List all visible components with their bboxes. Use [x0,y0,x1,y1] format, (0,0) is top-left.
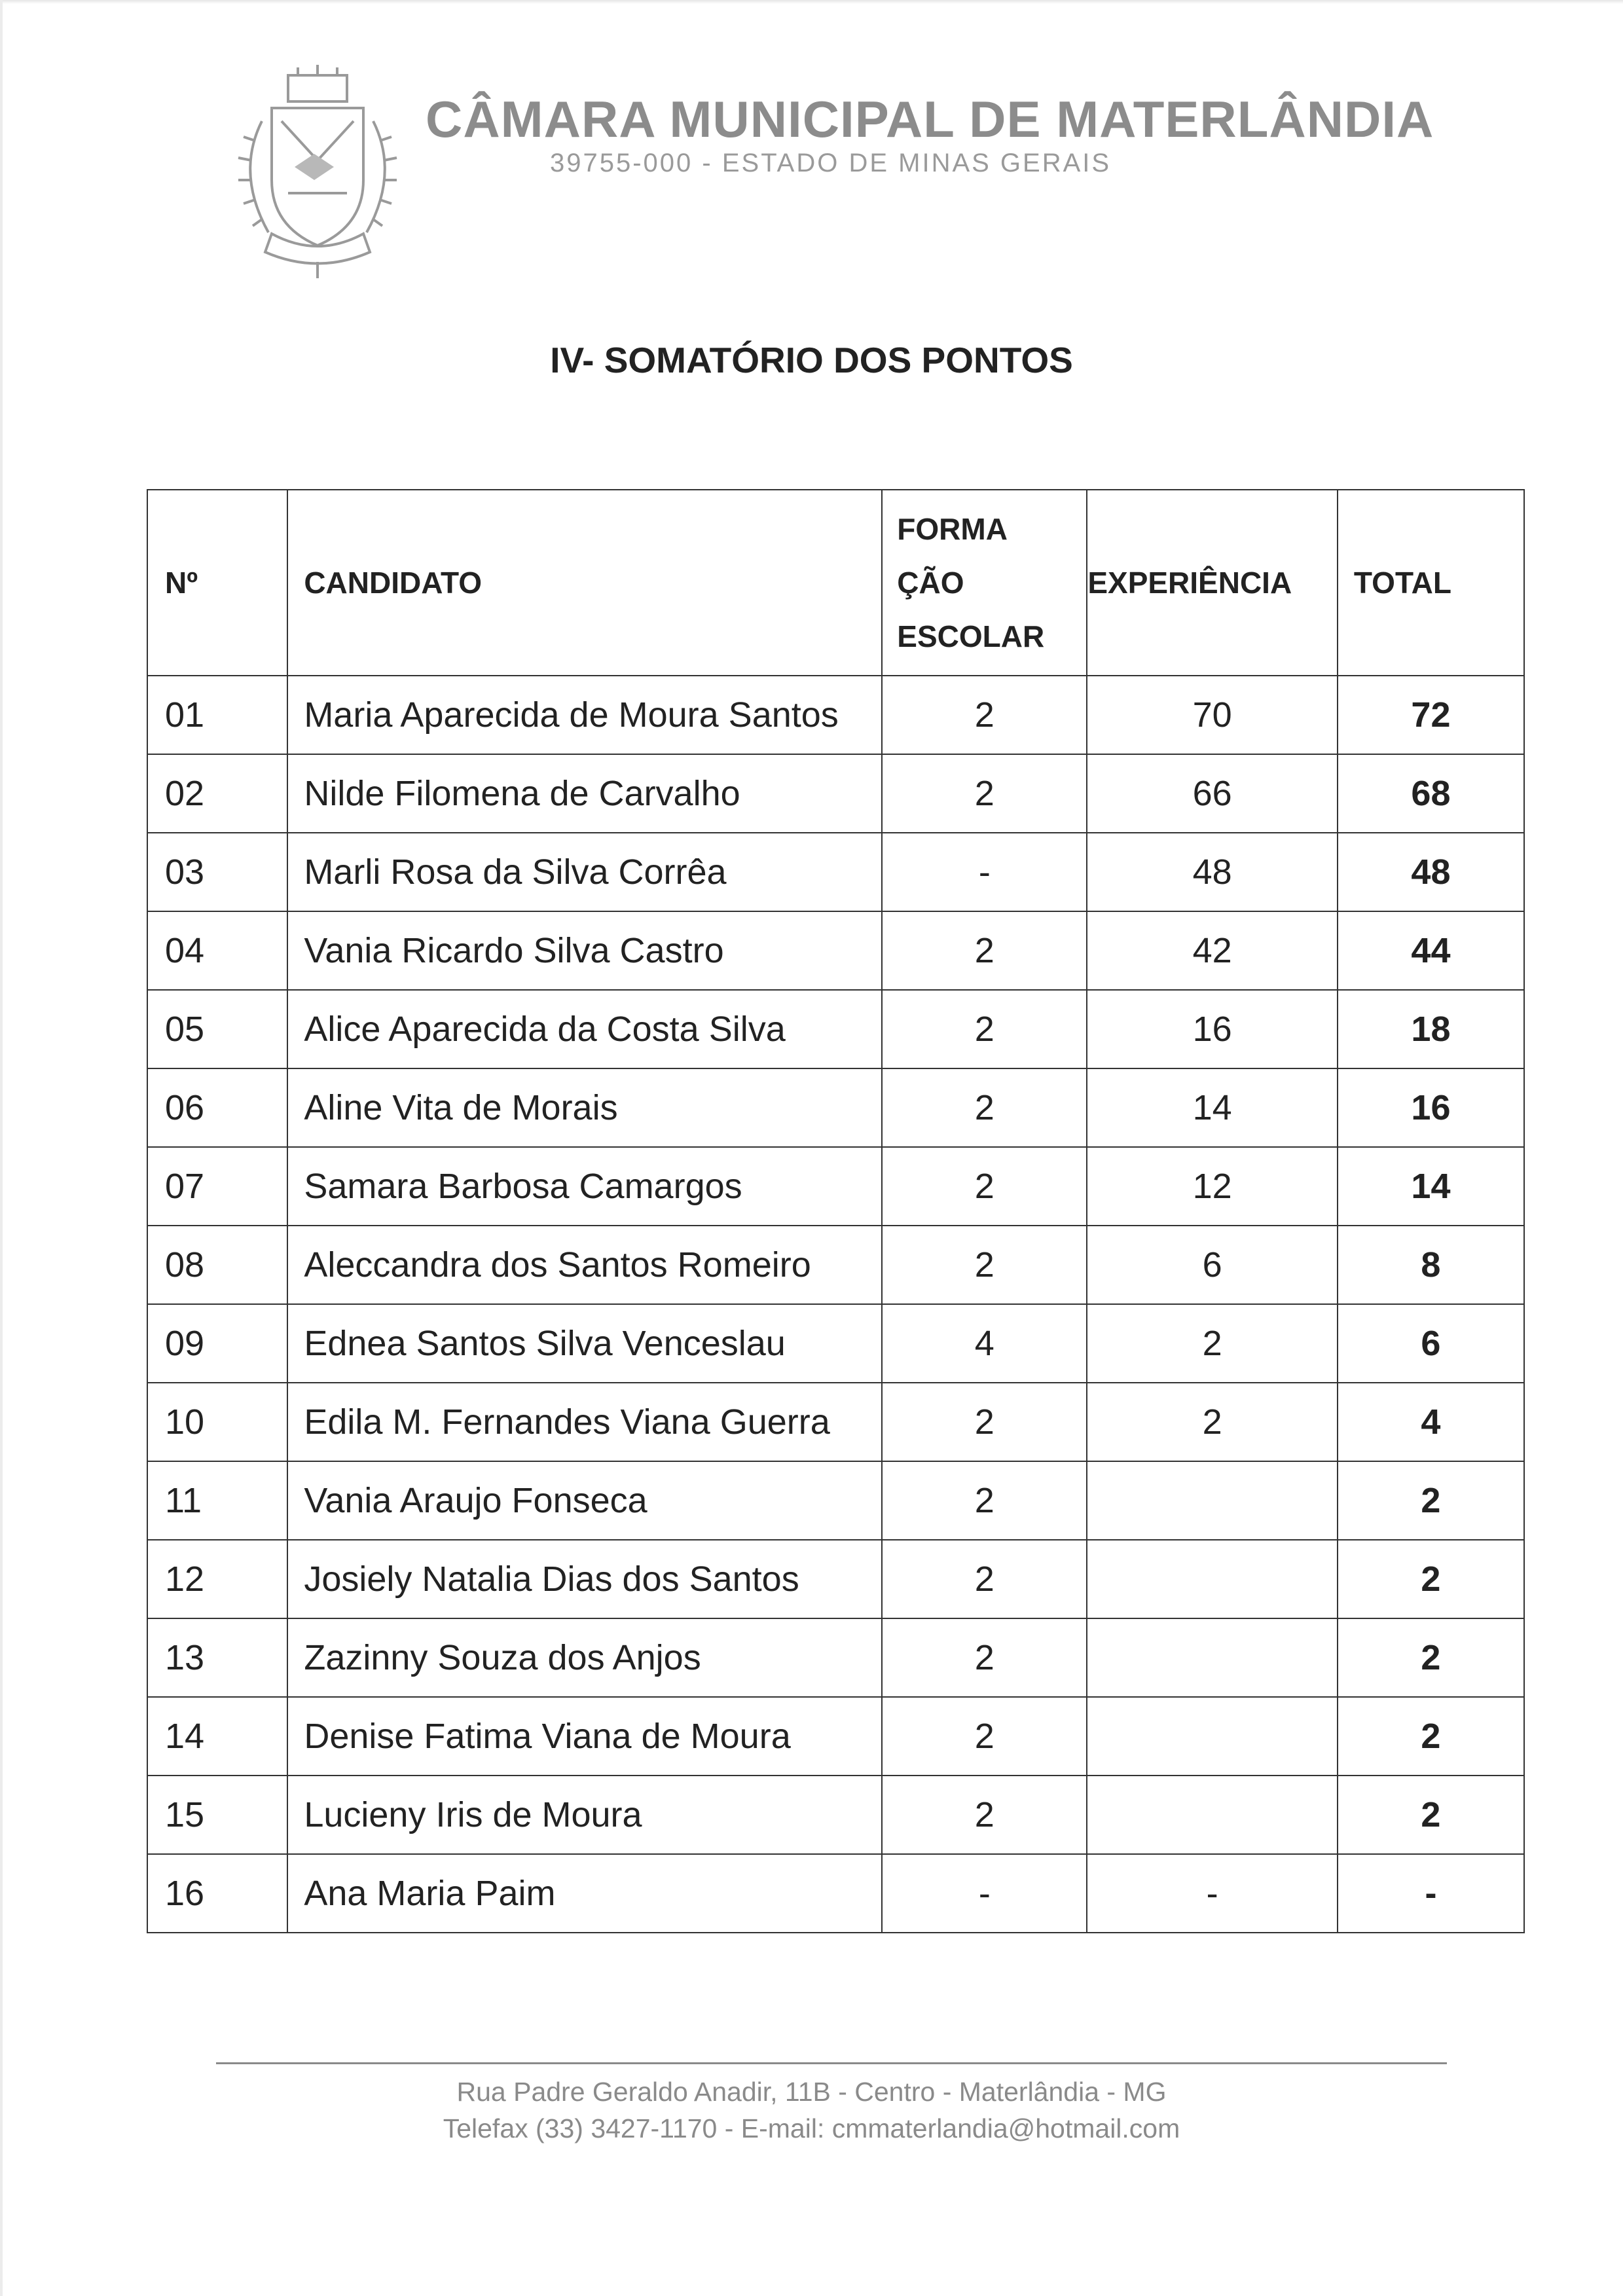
header-formation-line3: ESCOLAR [897,619,1045,653]
cell-formation: 2 [882,1618,1087,1697]
cell-candidate: Denise Fatima Viana de Moura [287,1697,882,1776]
table-row [147,676,1524,754]
cell-formation: - [882,1854,1087,1933]
cell-candidate: Vania Ricardo Silva Castro [287,911,882,990]
table-row [147,911,1524,990]
cell-no: 12 [147,1540,287,1618]
cell-experience: 16 [1087,990,1338,1068]
cell-candidate: Lucieny Iris de Moura [287,1776,882,1854]
cell-experience [1087,1618,1338,1697]
table-row [147,1618,1524,1697]
cell-no: 07 [147,1147,287,1226]
table-row [147,1068,1524,1147]
footer-divider [216,2062,1447,2064]
scores-table [147,489,1525,1933]
cell-formation: 2 [882,1147,1087,1226]
cell-experience: 6 [1087,1226,1338,1304]
cell-no: 09 [147,1304,287,1383]
cell-total: 16 [1338,1068,1524,1147]
letterhead [210,62,1434,278]
cell-experience [1087,1776,1338,1854]
header-experience: EXPERIÊNCIA [1087,490,1338,676]
table-row [147,1226,1524,1304]
cell-formation: 2 [882,990,1087,1068]
cell-experience: 12 [1087,1147,1338,1226]
cell-total: 2 [1338,1461,1524,1540]
cell-candidate: Aline Vita de Morais [287,1068,882,1147]
cell-total: 44 [1338,911,1524,990]
table-row [147,1697,1524,1776]
table-row [147,1776,1524,1854]
header-candidate: CANDIDATO [287,490,882,676]
header-formation-line2: ÇÃO [897,566,964,600]
cell-candidate: Ana Maria Paim [287,1854,882,1933]
footer-contact: Telefax (33) 3427-1170 - E-mail: cmmaterlandia@hotmail.com [443,2113,1180,2143]
table-row [147,1147,1524,1226]
cell-candidate: Marli Rosa da Silva Corrêa [287,833,882,911]
cell-candidate: Nilde Filomena de Carvalho [287,754,882,833]
cell-formation: - [882,833,1087,911]
cell-formation: 2 [882,1697,1087,1776]
cell-total: 18 [1338,990,1524,1068]
cell-experience: 2 [1087,1383,1338,1461]
table-header-row [147,490,1524,676]
section-title: IV- SOMATÓRIO DOS PONTOS [550,340,1073,380]
cell-no: 01 [147,676,287,754]
cell-no: 04 [147,911,287,990]
cell-total: 2 [1338,1776,1524,1854]
cell-no: 16 [147,1854,287,1933]
cell-total: 6 [1338,1304,1524,1383]
municipal-crest-icon [210,62,426,278]
table-row [147,1540,1524,1618]
cell-candidate: Maria Aparecida de Moura Santos [287,676,882,754]
table-row [147,990,1524,1068]
cell-experience: 70 [1087,676,1338,754]
cell-candidate: Samara Barbosa Camargos [287,1147,882,1226]
cell-experience [1087,1697,1338,1776]
scan-edge [0,0,1623,4]
cell-experience: 14 [1087,1068,1338,1147]
cell-total: 4 [1338,1383,1524,1461]
cell-no: 06 [147,1068,287,1147]
header-total: TOTAL [1338,490,1524,676]
cell-experience [1087,1461,1338,1540]
cell-formation: 2 [882,676,1087,754]
cell-total: 8 [1338,1226,1524,1304]
cell-total: 14 [1338,1147,1524,1226]
cell-candidate: Alice Aparecida da Costa Silva [287,990,882,1068]
table-row [147,1854,1524,1933]
cell-candidate: Edila M. Fernandes Viana Guerra [287,1383,882,1461]
table-row [147,754,1524,833]
cell-candidate: Aleccandra dos Santos Romeiro [287,1226,882,1304]
cell-experience: 66 [1087,754,1338,833]
table-row [147,1461,1524,1540]
cell-no: 11 [147,1461,287,1540]
cell-total: 68 [1338,754,1524,833]
cell-total: - [1338,1854,1524,1933]
cell-no: 14 [147,1697,287,1776]
cell-formation: 2 [882,1776,1087,1854]
cell-experience: 42 [1087,911,1338,990]
cell-formation: 4 [882,1304,1087,1383]
org-subtitle: 39755-000 - ESTADO DE MINAS GERAIS [550,149,1112,177]
header-no: Nº [147,490,287,676]
table-row [147,1304,1524,1383]
cell-no: 15 [147,1776,287,1854]
cell-formation: 2 [882,1226,1087,1304]
cell-experience: 2 [1087,1304,1338,1383]
cell-no: 13 [147,1618,287,1697]
cell-no: 02 [147,754,287,833]
cell-formation: 2 [882,754,1087,833]
cell-total: 48 [1338,833,1524,911]
cell-candidate: Vania Araujo Fonseca [287,1461,882,1540]
cell-no: 08 [147,1226,287,1304]
header-formation [882,490,1087,676]
cell-no: 05 [147,990,287,1068]
cell-candidate: Zazinny Souza dos Anjos [287,1618,882,1697]
cell-formation: 2 [882,1068,1087,1147]
table-body [147,676,1524,1933]
cell-candidate: Josiely Natalia Dias dos Santos [287,1540,882,1618]
table-row [147,833,1524,911]
cell-no: 03 [147,833,287,911]
header-formation-line1: FORMA [897,512,1008,546]
footer-address: Rua Padre Geraldo Anadir, 11B - Centro - Materlândia - MG [456,2077,1167,2107]
cell-formation: 2 [882,1461,1087,1540]
cell-experience: 48 [1087,833,1338,911]
cell-no: 10 [147,1383,287,1461]
cell-formation: 2 [882,1540,1087,1618]
cell-total: 2 [1338,1697,1524,1776]
cell-total: 72 [1338,676,1524,754]
cell-formation: 2 [882,911,1087,990]
cell-total: 2 [1338,1618,1524,1697]
cell-formation: 2 [882,1383,1087,1461]
cell-candidate: Ednea Santos Silva Venceslau [287,1304,882,1383]
cell-experience: - [1087,1854,1338,1933]
table-row [147,1383,1524,1461]
cell-experience [1087,1540,1338,1618]
cell-total: 2 [1338,1540,1524,1618]
org-name: CÂMARA MUNICIPAL DE MATERLÂNDIA [426,90,1434,148]
